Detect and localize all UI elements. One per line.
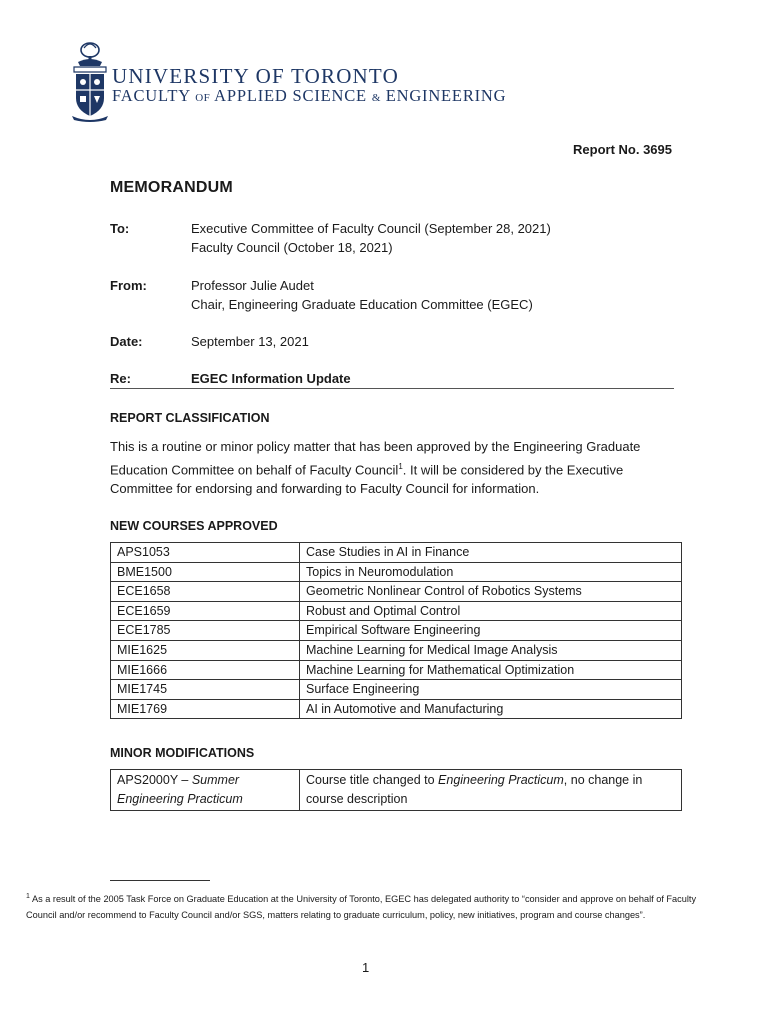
divider xyxy=(110,388,674,389)
footnote-text: As a result of the 2005 Task Force on Graduate Education at the University of Toronto, EGEC has delegated authority to “consider and approve on behalf of Faculty Council and/or recommend to Faculty Council and/or SGS, matters relating to graduate curriculum, policy, new initiatives, program and course changes”. xyxy=(26,894,697,921)
table-row xyxy=(111,770,682,811)
from-line-2: Chair, Engineering Graduate Education Committee (EGEC) xyxy=(191,297,533,312)
table-row xyxy=(111,543,682,563)
mod-course-code: APS2000Y xyxy=(117,773,178,787)
footnote-number: 1 xyxy=(26,893,30,900)
course-code-cell: MIE1625 xyxy=(111,640,300,660)
table-row xyxy=(111,562,682,582)
course-code-cell: MIE1666 xyxy=(111,660,300,680)
course-code-cell: ECE1659 xyxy=(111,601,300,621)
university-crest-icon xyxy=(70,40,110,122)
course-code-cell: ECE1785 xyxy=(111,621,300,641)
footnote-divider xyxy=(110,880,210,881)
mod-dash: – xyxy=(177,773,192,787)
re-label: Re: xyxy=(110,371,131,386)
mod-change-cell xyxy=(300,770,682,811)
classification-paragraph xyxy=(110,437,672,499)
minor-mods-table xyxy=(110,769,682,811)
new-courses-heading: NEW COURSES APPROVED xyxy=(110,519,278,533)
minor-mods-heading: MINOR MODIFICATIONS xyxy=(110,746,255,760)
faculty-name-part1: FACULTY xyxy=(112,86,191,105)
from-value xyxy=(191,276,533,314)
course-title-cell: Empirical Software Engineering xyxy=(300,621,682,641)
course-title-cell: Geometric Nonlinear Control of Robotics Systems xyxy=(300,582,682,602)
table-row xyxy=(111,660,682,680)
table-row xyxy=(111,601,682,621)
course-code-cell: MIE1769 xyxy=(111,699,300,719)
faculty-name xyxy=(112,86,506,106)
university-name: UNIVERSITY OF TORONTO xyxy=(112,64,399,88)
from-label: From: xyxy=(110,278,147,293)
mod-change-a: Course title changed to xyxy=(306,773,439,787)
to-line-2: Faculty Council (October 18, 2021) xyxy=(191,240,393,255)
faculty-name-of: OF xyxy=(195,92,211,104)
to-line-1: Executive Committee of Faculty Council (September 28, 2021) xyxy=(191,221,551,236)
table-row xyxy=(111,621,682,641)
course-title-cell: Case Studies in AI in Finance xyxy=(300,543,682,563)
faculty-name-part3: ENGINEERING xyxy=(385,86,507,105)
footnote-ref: 1 xyxy=(398,461,403,471)
course-title-cell: Robust and Optimal Control xyxy=(300,601,682,621)
memo-title: MEMORANDUM xyxy=(110,179,233,196)
mod-change-b: , no change in course description xyxy=(306,773,643,806)
course-code-cell: BME1500 xyxy=(111,562,300,582)
to-value xyxy=(191,219,551,257)
table-row xyxy=(111,680,682,700)
mod-old-title: Summer Engineering Practicum xyxy=(117,773,243,806)
from-line-1: Professor Julie Audet xyxy=(191,278,314,293)
table-row xyxy=(111,582,682,602)
course-title-cell: Surface Engineering xyxy=(300,680,682,700)
date-value: September 13, 2021 xyxy=(191,334,309,349)
mod-course-cell xyxy=(111,770,300,811)
course-title-cell: Machine Learning for Mathematical Optimization xyxy=(300,660,682,680)
course-code-cell: APS1053 xyxy=(111,543,300,563)
classification-heading: REPORT CLASSIFICATION xyxy=(110,411,270,425)
course-title-cell: Machine Learning for Medical Image Analysis xyxy=(300,640,682,660)
table-row xyxy=(111,699,682,719)
page-number: 1 xyxy=(362,960,370,975)
course-code-cell: MIE1745 xyxy=(111,680,300,700)
course-title-cell: AI in Automotive and Manufacturing xyxy=(300,699,682,719)
report-number: Report No. 3695 xyxy=(573,142,672,157)
footnote xyxy=(26,889,706,923)
faculty-name-part2: APPLIED SCIENCE xyxy=(214,86,367,105)
mod-new-title: Engineering Practicum xyxy=(438,773,564,787)
re-value: EGEC Information Update xyxy=(191,371,351,386)
faculty-name-amp: & xyxy=(371,92,381,104)
new-courses-table xyxy=(110,542,682,719)
course-title-cell: Topics in Neuromodulation xyxy=(300,562,682,582)
course-code-cell: ECE1658 xyxy=(111,582,300,602)
date-label: Date: xyxy=(110,334,143,349)
classification-text-a: This is a routine or minor policy matter that has been approved by the Engineering Graduate Education Committee on behalf of Faculty Council xyxy=(110,439,641,477)
table-row xyxy=(111,640,682,660)
classification-text-b: . It will be considered by the Executive Committee for endorsing and forwarding to Faculty Council for information. xyxy=(110,461,624,497)
to-label: To: xyxy=(110,221,130,236)
